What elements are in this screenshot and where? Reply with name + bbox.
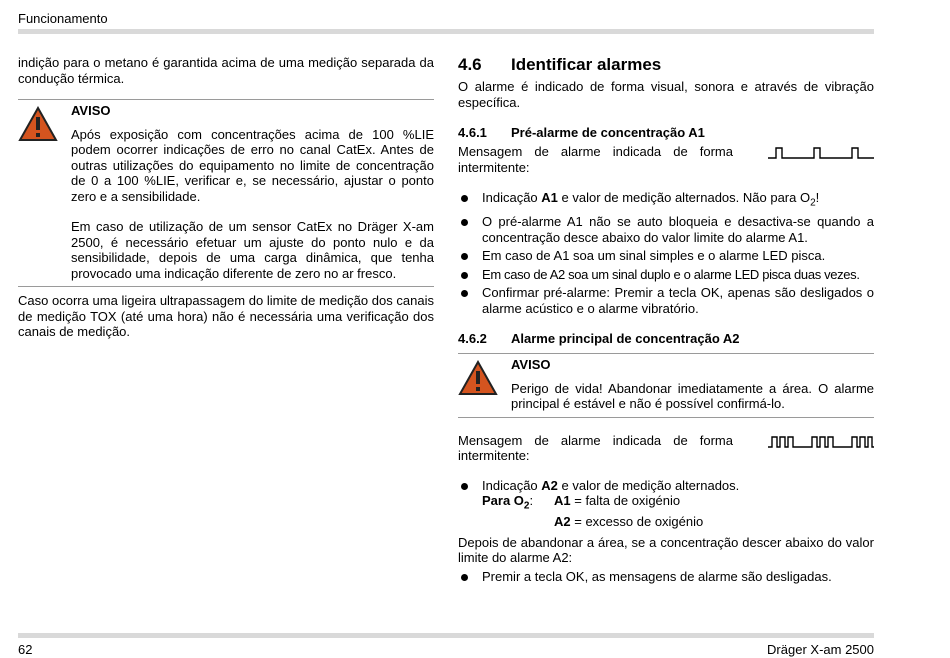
list-item: Em caso de A2 soa um sinal duplo e o alarme LED pisca duas vezes.	[458, 267, 874, 283]
list-item: O pré-alarme A1 não se auto bloqueia e desactiva-se quando a concentração desce abaixo do valor limite do alarme A1.	[458, 214, 874, 245]
warning2-title: AVISO	[511, 357, 551, 373]
section-intro: O alarme é indicado de forma visual, sonora e através de vibração específica.	[458, 79, 874, 110]
warning-box	[18, 100, 434, 281]
warning-paragraph-1: Após exposição com concentrações acima de 100 %LIE podem ocorrer indicações de erro no canal CatEx. Antes de outras utilizações do equipamento no limite de concentração de 0 a 100 %LIE, verificar e, se necessário, ajustar o ponto zero e a sensibilidade.	[71, 126, 434, 204]
bullet-icon	[461, 272, 468, 279]
list-item: Confirmar pré-alarme: Premir a tecla OK, apenas são desligados o alarme acústico e o alarme vibratório.	[458, 285, 874, 316]
intro-paragraph: indição para o metano é garantida acima de uma medição separada da condução térmica.	[18, 55, 434, 86]
section-number: 4.6	[458, 55, 482, 74]
bullet-icon	[461, 483, 468, 490]
mainalarm-message-text: Mensagem de alarme indicada de forma intermitente:	[458, 432, 733, 464]
bullet-icon	[461, 195, 468, 202]
subsection-heading-1	[458, 125, 874, 140]
mainalarm-message-row	[458, 433, 874, 464]
bullet-icon	[461, 253, 468, 260]
warning-paragraph-2: Em caso de utilização de um sensor CatEx no Dräger X-am 2500, é necessário efetuar um ajuste do ponto nulo e da sensibilidade, depois de uma carga dinâmica, que tenha provocado uma indicação diferente de zero no ar fresco.	[71, 219, 434, 281]
header-rule	[18, 29, 874, 34]
right-column	[458, 55, 874, 584]
running-header: Funcionamento	[18, 11, 108, 26]
product-name: Dräger X-am 2500	[767, 642, 874, 657]
single-pulse-wave-icon	[768, 146, 874, 160]
footer-rule	[18, 633, 874, 638]
warning-box-2	[458, 354, 874, 412]
warning-title: AVISO	[71, 103, 111, 118]
warning2-text: Perigo de vida! Abandonar imediatamente a área. O alarme principal é estável e não é possível confirmá-lo.	[511, 380, 874, 412]
page-number: 62	[18, 642, 33, 657]
subsection-title-2: Alarme principal de concentração A2	[511, 331, 740, 347]
bullet-icon	[461, 574, 468, 581]
subsection-number-2: 4.6.2	[458, 331, 487, 347]
section-title: Identificar alarmes	[511, 55, 662, 74]
bullet-icon	[461, 219, 468, 226]
section-heading	[458, 55, 874, 75]
o2-row-1	[458, 493, 874, 514]
mainalarm-bullets	[458, 478, 874, 530]
list-item: Indicação A2 e valor de medição alternados.	[458, 478, 874, 494]
list-item: Premir a tecla OK, as mensagens de alarme são desligadas.	[458, 569, 874, 585]
o2-label: Para $O_2$:	[482, 493, 534, 512]
warning-triangle-icon	[458, 360, 498, 396]
warning-bottom-rule	[18, 286, 434, 287]
double-pulse-wave-icon	[768, 435, 874, 449]
warning2-bottom-rule	[458, 417, 874, 418]
o2-row-2: A2 = excesso de oxigénio	[554, 514, 704, 530]
prealarm-message-row	[458, 144, 874, 175]
after-leaving-paragraph: Depois de abandonar a área, se a concentração descer abaixo do valor limite do alarme A2:	[458, 534, 874, 566]
bullet-icon	[461, 290, 468, 297]
warning-triangle-icon	[18, 106, 58, 142]
list-item: Indicação A1 e valor de medição alternados. Não para $O_2$!	[458, 190, 874, 211]
o2-a1: A1 = falta de oxigénio	[554, 493, 681, 509]
prealarm-message-text: Mensagem de alarme indicada de forma intermitente:	[458, 144, 733, 175]
list-item: Em caso de A1 soa um sinal simples e o alarme LED pisca.	[458, 248, 874, 264]
subsection-heading-2	[458, 331, 874, 346]
subsection-number-1: 4.6.1	[458, 125, 487, 140]
prealarm-bullets	[458, 190, 874, 316]
left-column	[18, 55, 434, 340]
subsection-title-1: Pré-alarme de concentração A1	[511, 125, 705, 140]
outro-paragraph: Caso ocorra uma ligeira ultrapassagem do limite de medição dos canais de medição TOX (até uma hora) não é necessária uma verificação dos canais de medição.	[18, 293, 434, 339]
